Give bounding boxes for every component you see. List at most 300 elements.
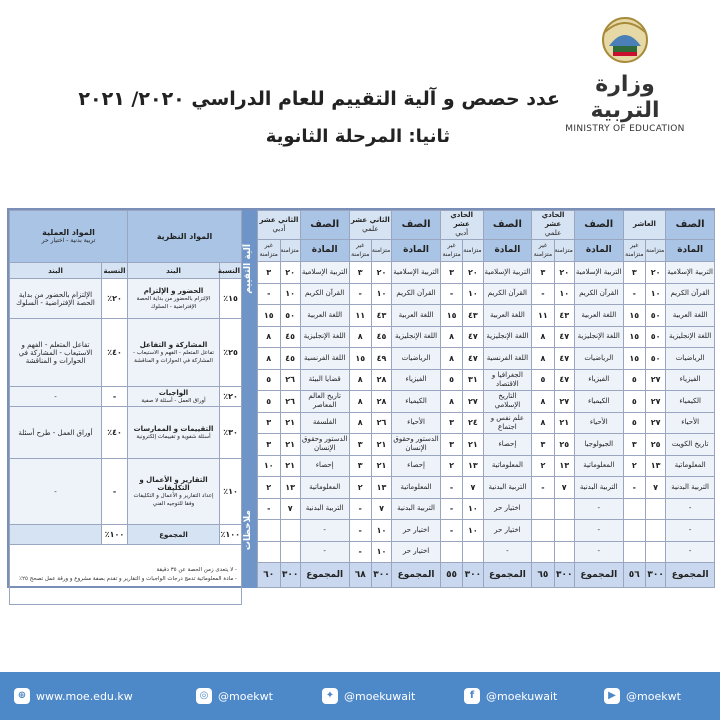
- practical-item: أوراق العمل - طرح أسئلة: [10, 407, 102, 459]
- subject-cell: الفيزياء: [666, 369, 715, 391]
- async-periods-cell: ٣: [440, 412, 462, 434]
- async-periods-cell: ٨: [349, 369, 371, 391]
- sync-periods-cell: ١٠: [463, 498, 483, 520]
- grade-track: أدبي: [455, 229, 469, 238]
- sync-periods-cell: ٢٠: [371, 262, 391, 284]
- async-periods-cell: ٣: [440, 434, 462, 456]
- subject-header: المادة: [574, 239, 623, 262]
- ministry-name-ar: وزارة التربية: [590, 72, 660, 123]
- async-header: غير متزامنة: [440, 239, 462, 262]
- sync-periods-cell: [554, 520, 574, 542]
- async-periods-cell: ٣: [532, 262, 554, 284]
- async-periods-cell: -: [440, 498, 462, 520]
- subject-cell: التربية البدنية: [574, 477, 623, 499]
- subject-cell: الأحياء: [574, 412, 623, 434]
- table-row: [258, 326, 715, 348]
- async-periods-cell: ٨: [258, 326, 281, 348]
- grade-title: العاشر: [633, 220, 656, 229]
- sync-periods-cell: ٥٠: [645, 348, 665, 370]
- note-item: - مادة المعلوماتية تدمج درجات الواجبات و التقارير و تقدم بصفة مشروع و ورقة عمل تصحح ٢٥٪: [19, 575, 238, 582]
- table-row: [258, 498, 715, 520]
- subject-cell: الجغرافيا و الاقتصاد: [483, 369, 532, 391]
- subject-cell: الجيولوجيا: [574, 434, 623, 456]
- sync-periods-cell: ١٠: [463, 520, 483, 542]
- grade-label: الصف: [300, 211, 349, 240]
- practical-percent: -: [102, 387, 128, 407]
- subject-header: المادة: [666, 239, 715, 262]
- table-row: [258, 305, 715, 327]
- practical-title: المواد العملية: [42, 227, 95, 237]
- sync-periods-cell: ٤٧: [463, 348, 483, 370]
- async-periods-cell: ٨: [349, 391, 371, 413]
- subject-cell: الأحياء: [392, 412, 441, 434]
- subject-cell: الفيزياء: [392, 369, 441, 391]
- subject-header: المادة: [483, 239, 532, 262]
- subject-cell: المعلوماتية: [392, 477, 441, 499]
- async-periods-cell: [532, 498, 554, 520]
- async-periods-cell: ٥: [623, 391, 645, 413]
- theory-total: ١٠٠٪: [220, 525, 242, 545]
- sync-periods-cell: [463, 541, 483, 563]
- sync-periods-cell: ٧: [463, 477, 483, 499]
- sync-periods-cell: ٥٠: [645, 305, 665, 327]
- sync-periods-cell: ٢١: [371, 434, 391, 456]
- subject-cell: المعلوماتية: [483, 455, 532, 477]
- total-label: المجموع: [483, 563, 532, 588]
- subject-cell: -: [574, 520, 623, 542]
- twitter-text: @moekuwait: [344, 689, 416, 703]
- async-periods-cell: ٨: [440, 348, 462, 370]
- async-periods-cell: ٣: [349, 262, 371, 284]
- subject-cell: الدستور وحقوق الإنسان: [392, 434, 441, 456]
- facebook-link[interactable]: [464, 688, 557, 704]
- sync-periods-cell: ٤٥: [280, 348, 300, 370]
- assessment-table: [9, 210, 241, 588]
- kuwait-emblem-icon: [595, 12, 655, 68]
- notes: [11, 563, 240, 587]
- sync-periods-cell: ١٣: [554, 455, 574, 477]
- subject-cell: المعلوماتية: [666, 455, 715, 477]
- grade-name: [349, 211, 392, 240]
- side-label-bar: [241, 210, 257, 588]
- async-periods-cell: ١١: [532, 305, 554, 327]
- async-periods-cell: -: [623, 477, 645, 499]
- table-row: [258, 520, 715, 542]
- subject-cell: اللغة الإنجليزية: [574, 326, 623, 348]
- async-periods-cell: ٢: [349, 477, 371, 499]
- twitter-link[interactable]: [322, 688, 415, 704]
- subject-cell: الفيزياء: [574, 369, 623, 391]
- async-periods-cell: ٣: [258, 434, 281, 456]
- theory-item: [128, 387, 220, 407]
- sync-periods-cell: ٢١: [371, 455, 391, 477]
- async-periods-cell: [440, 541, 462, 563]
- async-periods-cell: ٥: [532, 369, 554, 391]
- sync-periods-cell: ١٠: [371, 520, 391, 542]
- sync-periods-cell: ١٠: [554, 283, 574, 305]
- async-periods-cell: ١٥: [349, 348, 371, 370]
- subject-cell: الكيمياء: [666, 391, 715, 413]
- total-async: ٥٥: [440, 563, 462, 588]
- instagram-link[interactable]: [196, 688, 273, 704]
- async-periods-cell: [258, 520, 281, 542]
- sync-periods-cell: ١٠: [645, 283, 665, 305]
- total-label: المجموع: [666, 563, 715, 588]
- sync-periods-cell: ١٣: [645, 455, 665, 477]
- async-periods-cell: -: [623, 283, 645, 305]
- theory-item-detail: أوراق العمل - أسئلة لا صفية: [141, 397, 206, 404]
- sync-periods-cell: ٤٣: [463, 305, 483, 327]
- async-periods-cell: ٨: [440, 326, 462, 348]
- async-periods-cell: ٨: [532, 391, 554, 413]
- subject-cell: الفلسفة: [300, 412, 349, 434]
- async-periods-cell: ٣: [349, 455, 371, 477]
- total-sync: ٣٠٠: [645, 563, 665, 588]
- sync-header: متزامنة: [554, 239, 574, 262]
- practical-percent: ٤٠٪: [102, 407, 128, 459]
- async-periods-cell: ١٥: [623, 326, 645, 348]
- sync-periods-cell: ٢٠: [645, 262, 665, 284]
- async-periods-cell: ١٠: [258, 455, 281, 477]
- theory-percent: ١٠٪: [220, 459, 242, 525]
- subject-cell: التاريخ الإسلامي: [483, 391, 532, 413]
- sync-periods-cell: ٤٧: [554, 369, 574, 391]
- table-row: [258, 348, 715, 370]
- subject-cell: القرآن الكريم: [666, 283, 715, 305]
- async-periods-cell: -: [440, 283, 462, 305]
- async-periods-cell: ٣: [623, 262, 645, 284]
- subject-cell: اللغة الفرنسية: [483, 348, 532, 370]
- grade-name: [258, 211, 301, 240]
- subject-cell: الأحياء: [666, 412, 715, 434]
- grade-title: الحادي عشر: [450, 211, 474, 229]
- subject-cell: اختيار حر: [392, 520, 441, 542]
- async-header: غير متزامنة: [623, 239, 645, 262]
- sync-periods-cell: ٢١: [280, 412, 300, 434]
- subject-cell: -: [574, 498, 623, 520]
- subject-header: المادة: [392, 239, 441, 262]
- sync-periods-cell: [280, 541, 300, 563]
- sync-periods-cell: [645, 498, 665, 520]
- practical-header: [10, 211, 128, 263]
- sync-periods-cell: ٢٥: [554, 434, 574, 456]
- youtube-link[interactable]: [604, 688, 681, 704]
- sync-periods-cell: ٢٧: [463, 391, 483, 413]
- async-periods-cell: ٥: [258, 369, 281, 391]
- theory-item-name: التقارير و الأعمال و التكليفات: [139, 475, 208, 492]
- async-periods-cell: ٣: [440, 262, 462, 284]
- sync-periods-cell: ٧: [554, 477, 574, 499]
- async-periods-cell: ٢: [258, 477, 281, 499]
- subject-cell: الرياضيات: [574, 348, 623, 370]
- grade-name: [440, 211, 483, 240]
- sync-periods-cell: ٢٤: [463, 412, 483, 434]
- subject-cell: اللغة العربية: [483, 305, 532, 327]
- total-label: المجموع: [574, 563, 623, 588]
- subject-header: المادة: [300, 239, 349, 262]
- total-sync: ٣٠٠: [463, 563, 483, 588]
- notes-cell: [10, 545, 242, 605]
- subject-cell: علم نفس و اجتماع: [483, 412, 532, 434]
- sync-periods-cell: ٢٦: [280, 391, 300, 413]
- table-row: [258, 262, 715, 284]
- sync-periods-cell: ٤٧: [554, 326, 574, 348]
- grade-title: الثاني عشر: [259, 215, 299, 224]
- facebook-icon: f: [464, 688, 480, 704]
- grade-title: الحادي عشر: [541, 211, 565, 229]
- theory-percent: ٣٠٪: [220, 407, 242, 459]
- youtube-text: @moekwt: [626, 689, 681, 703]
- async-periods-cell: ١٥: [440, 305, 462, 327]
- note-item: - لا يتعدى زمن الحصة عن ٣٥ دقيقة: [156, 566, 238, 573]
- sync-periods-cell: [645, 541, 665, 563]
- theory-item-header: البند: [128, 263, 220, 279]
- footer-bar: [0, 672, 720, 720]
- sync-header: متزامنة: [280, 239, 300, 262]
- async-periods-cell: [623, 541, 645, 563]
- total-sync: ٣٠٠: [554, 563, 574, 588]
- async-periods-cell: ٣: [349, 434, 371, 456]
- assessment-row: [10, 407, 242, 459]
- async-periods-cell: -: [258, 498, 281, 520]
- sync-periods-cell: [554, 498, 574, 520]
- practical-item: -: [10, 387, 102, 407]
- subject-cell: -: [300, 541, 349, 563]
- subject-cell: -: [666, 541, 715, 563]
- sync-header: متزامنة: [371, 239, 391, 262]
- practical-total-label: [10, 525, 102, 545]
- async-periods-cell: ٢: [532, 455, 554, 477]
- total-label: المجموع: [300, 563, 349, 588]
- async-periods-cell: ٣: [532, 434, 554, 456]
- async-periods-cell: ٥: [623, 412, 645, 434]
- twitter-icon: ✦: [322, 688, 338, 704]
- subject-cell: اللغة العربية: [574, 305, 623, 327]
- table-row: [258, 412, 715, 434]
- subject-cell: التربية الإسلامية: [574, 262, 623, 284]
- sync-periods-cell: ٧: [645, 477, 665, 499]
- async-header: غير متزامنة: [349, 239, 371, 262]
- subject-cell: التربية الإسلامية: [483, 262, 532, 284]
- subject-cell: -: [574, 541, 623, 563]
- sync-header: متزامنة: [463, 239, 483, 262]
- subject-cell: إحصاء: [392, 455, 441, 477]
- async-periods-cell: ٨: [258, 348, 281, 370]
- grade-label: الصف: [483, 211, 532, 240]
- subject-cell: -: [483, 541, 532, 563]
- subject-cell: اللغة الفرنسية: [300, 348, 349, 370]
- theory-item: [128, 319, 220, 387]
- sync-periods-cell: [554, 541, 574, 563]
- async-periods-cell: [623, 520, 645, 542]
- sync-periods-cell: ٢١: [280, 434, 300, 456]
- theory-item-detail: أسئلة شفوية و تقييمات إلكترونية: [136, 433, 211, 440]
- async-periods-cell: -: [258, 283, 281, 305]
- theory-percent: ١٥٪: [220, 279, 242, 319]
- sync-periods-cell: ٥٠: [645, 326, 665, 348]
- subject-cell: التربية البدنية: [483, 477, 532, 499]
- total-label: المجموع: [392, 563, 441, 588]
- sync-periods-cell: ٤٣: [554, 305, 574, 327]
- sync-periods-cell: ٢٧: [645, 391, 665, 413]
- sync-periods-cell: [645, 520, 665, 542]
- async-periods-cell: ٢: [623, 455, 645, 477]
- subject-cell: -: [300, 520, 349, 542]
- sync-periods-cell: ٢٧: [554, 391, 574, 413]
- subject-cell: اللغة الإنجليزية: [483, 326, 532, 348]
- async-periods-cell: -: [349, 520, 371, 542]
- subject-cell: التربية الإسلامية: [392, 262, 441, 284]
- sync-periods-cell: ٤٥: [371, 326, 391, 348]
- async-periods-cell: ٨: [349, 326, 371, 348]
- periods-table: [257, 210, 715, 588]
- assessment-row: [10, 279, 242, 319]
- grade-label: الصف: [392, 211, 441, 240]
- async-periods-cell: [532, 520, 554, 542]
- async-periods-cell: ١١: [349, 305, 371, 327]
- theory-total-label: المجموع: [128, 525, 220, 545]
- subject-cell: اللغة العربية: [392, 305, 441, 327]
- subject-cell: اللغة العربية: [666, 305, 715, 327]
- theory-title: المواد النظرية: [128, 211, 242, 263]
- sync-periods-cell: ٤٧: [554, 348, 574, 370]
- theory-percent: ٢٥٪: [220, 319, 242, 387]
- sync-periods-cell: ١٠: [463, 283, 483, 305]
- total-async: ٦٠: [258, 563, 281, 588]
- subject-cell: -: [666, 520, 715, 542]
- table-row: [258, 283, 715, 305]
- async-header: غير متزامنة: [532, 239, 554, 262]
- sync-periods-cell: ٤٧: [463, 326, 483, 348]
- sync-periods-cell: ١٠: [371, 541, 391, 563]
- practical-item: تفاعل المتعلم - الفهم و الاستيعاب - المشاركة في الحوارات و المناقشة: [10, 319, 102, 387]
- practical-item: الإلتزام بالحضور من بداية الحصة الإفتراضية - السلوك: [10, 279, 102, 319]
- practical-percent-header: النسبة: [102, 263, 128, 279]
- instagram-icon: ◎: [196, 688, 212, 704]
- async-periods-cell: -: [349, 541, 371, 563]
- practical-note: تربية بدنية - اختيار حر: [41, 236, 96, 244]
- sync-periods-cell: ٢٠: [280, 262, 300, 284]
- async-periods-cell: ٨: [532, 348, 554, 370]
- subject-cell: التربية البدنية: [392, 498, 441, 520]
- subject-cell: اللغة الإنجليزية: [300, 326, 349, 348]
- subject-cell: قضايا البيئة: [300, 369, 349, 391]
- async-periods-cell: ١٥: [623, 348, 645, 370]
- sync-periods-cell: ٢١: [554, 412, 574, 434]
- total-async: ٦٥: [532, 563, 554, 588]
- subject-cell: الدستور وحقوق الإنسان: [300, 434, 349, 456]
- async-periods-cell: -: [440, 477, 462, 499]
- sync-periods-cell: ١٣: [463, 455, 483, 477]
- theory-item-detail: إعداد التقارير و الأعمال و التكليفات وفقا للتوجيه الفني: [133, 492, 214, 507]
- globe-icon: ⊕: [14, 688, 30, 704]
- async-periods-cell: [532, 541, 554, 563]
- subject-cell: اختيار حر: [483, 520, 532, 542]
- grade-track: علمي: [544, 229, 562, 238]
- subject-cell: القرآن الكريم: [392, 283, 441, 305]
- youtube-icon: ▶: [604, 688, 620, 704]
- table-row: [258, 391, 715, 413]
- async-periods-cell: ٣: [623, 434, 645, 456]
- sync-periods-cell: ٢٠: [554, 262, 574, 284]
- grade-track: أدبي: [272, 224, 286, 233]
- theory-percent-header: النسبة: [220, 263, 242, 279]
- subject-cell: التربية البدنية: [666, 477, 715, 499]
- sync-periods-cell: ٢٧: [645, 412, 665, 434]
- async-periods-cell: ١٥: [623, 305, 645, 327]
- practical-percent: -: [102, 459, 128, 525]
- sync-periods-cell: ٢٨: [371, 391, 391, 413]
- sync-periods-cell: ٢١: [463, 434, 483, 456]
- subject-cell: القرآن الكريم: [574, 283, 623, 305]
- async-periods-cell: ٨: [532, 412, 554, 434]
- subject-cell: اللغة الإنجليزية: [666, 326, 715, 348]
- theory-item: [128, 459, 220, 525]
- table-row: [258, 369, 715, 391]
- async-periods-cell: ٨: [440, 391, 462, 413]
- subject-cell: اللغة العربية: [300, 305, 349, 327]
- subject-cell: الكيمياء: [392, 391, 441, 413]
- grade-name: [532, 211, 575, 240]
- subject-cell: المعلوماتية: [574, 455, 623, 477]
- async-periods-cell: ٨: [532, 326, 554, 348]
- ministry-logo: [560, 12, 690, 134]
- sync-periods-cell: ٢١: [280, 455, 300, 477]
- async-header: غير متزامنة: [258, 239, 281, 262]
- website-link[interactable]: [14, 688, 133, 704]
- assessment-row: [10, 459, 242, 525]
- table-row: [258, 477, 715, 499]
- subject-cell: الرياضيات: [666, 348, 715, 370]
- async-periods-cell: -: [440, 520, 462, 542]
- async-periods-cell: ٣: [258, 412, 281, 434]
- total-async: ٦٨: [349, 563, 371, 588]
- async-periods-cell: -: [349, 498, 371, 520]
- assessment-row: [10, 387, 242, 407]
- subject-cell: الرياضيات: [392, 348, 441, 370]
- total-sync: ٣٠٠: [371, 563, 391, 588]
- theory-item-detail: الإلتزام بالحضور من بداية الحصة الإفتراضية - السلوك: [136, 295, 211, 310]
- subject-cell: اللغة الإنجليزية: [392, 326, 441, 348]
- practical-item-header: البند: [10, 263, 102, 279]
- async-periods-cell: ٥: [258, 391, 281, 413]
- page-title: عدد حصص و آلية التقييم للعام الدراسي ٢٠٢٠/ ٢٠٢١: [78, 88, 560, 110]
- theory-item: [128, 279, 220, 319]
- async-periods-cell: [258, 541, 281, 563]
- page-subtitle: ثانيا: المرحلة الثانوية: [265, 126, 450, 147]
- theory-item-name: الواجبات: [158, 388, 189, 397]
- subject-cell: التربية البدنية: [300, 498, 349, 520]
- async-periods-cell: -: [349, 283, 371, 305]
- subject-cell: القرآن الكريم: [483, 283, 532, 305]
- async-periods-cell: -: [532, 477, 554, 499]
- sync-periods-cell: ١٠: [371, 283, 391, 305]
- subject-cell: تاريخ العالم المعاصر: [300, 391, 349, 413]
- subject-cell: إحصاء: [483, 434, 532, 456]
- sync-periods-cell: ١٠: [280, 283, 300, 305]
- sync-periods-cell: ٢٧: [645, 369, 665, 391]
- theory-item-name: المشاركة و التفاعل: [139, 340, 208, 349]
- grade-label: الصف: [574, 211, 623, 240]
- sync-periods-cell: ٢٨: [371, 369, 391, 391]
- subject-cell: المعلوماتية: [300, 477, 349, 499]
- async-periods-cell: ٨: [349, 412, 371, 434]
- website-text: www.moe.edu.kw: [36, 689, 133, 703]
- table-row: [258, 455, 715, 477]
- assessment-row: [10, 319, 242, 387]
- sync-periods-cell: ٧: [280, 498, 300, 520]
- async-periods-cell: ٥: [440, 369, 462, 391]
